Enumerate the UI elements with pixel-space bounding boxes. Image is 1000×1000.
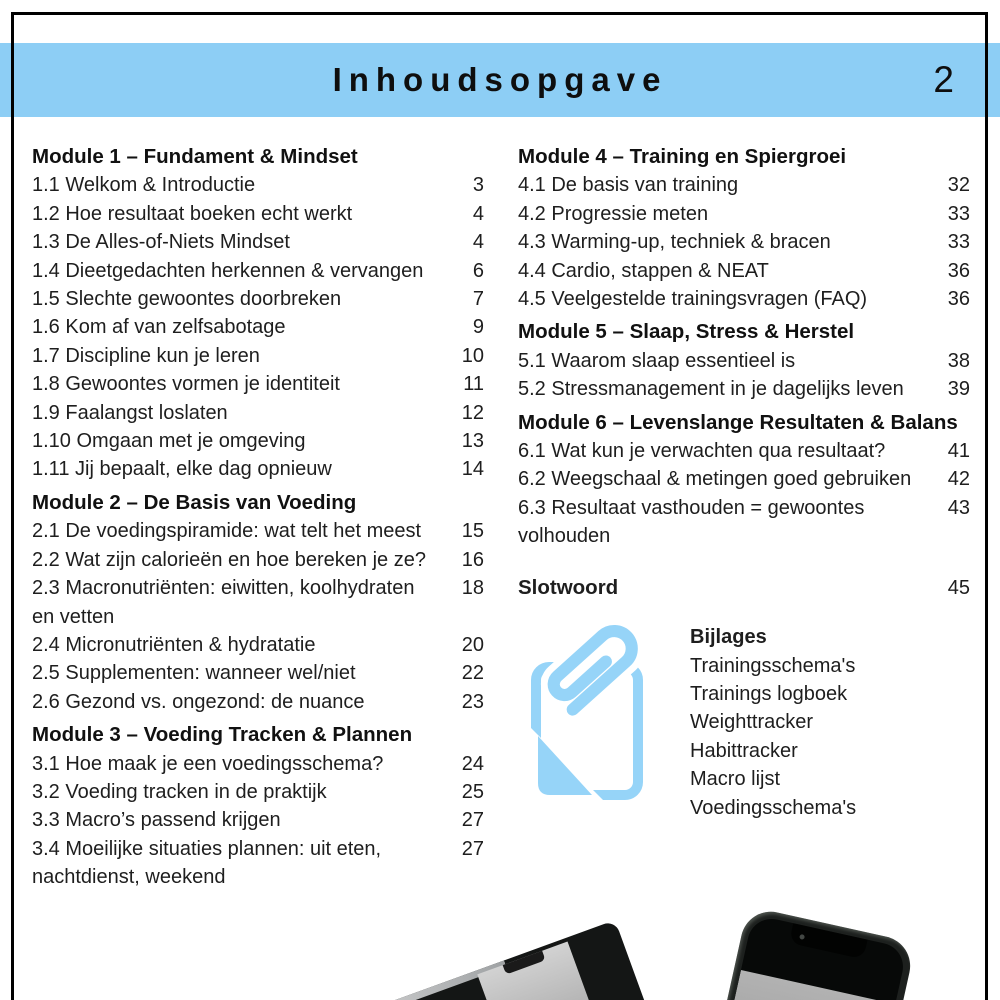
toc-row-page: 33 (947, 231, 970, 254)
toc-row-label: 5.2 Stressmanagement in je dagelijks leven (518, 378, 904, 401)
toc-section (32, 721, 484, 891)
toc-row (32, 574, 484, 631)
toc-row (518, 494, 970, 551)
toc-row-label: 1.6 Kom af van zelfsabotage (32, 316, 286, 339)
bijlages-item: Trainingsschema's (690, 654, 856, 677)
toc-row (518, 171, 970, 199)
toc-row-label: 4.2 Progressie meten (518, 202, 709, 225)
toc-row (518, 257, 970, 285)
toc-row (32, 455, 484, 483)
slotwoord-label: Slotwoord (518, 575, 619, 599)
toc-left-column (32, 143, 484, 892)
toc-left-sections (32, 143, 484, 892)
toc-row (32, 631, 484, 659)
toc-row-label-cont: nachtdienst, weekend (32, 866, 226, 889)
toc-row (518, 200, 970, 228)
toc-section-heading: Module 2 – De Basis van Voeding (32, 490, 357, 514)
page-title: Inhoudsopgave (332, 61, 668, 98)
toc-row (32, 806, 484, 834)
toc-right-column (518, 143, 970, 822)
toc-row-label: 2.3 Macronutriënten: eiwitten, koolhydraten (32, 577, 415, 600)
toc-row-page: 9 (472, 316, 484, 339)
toc-row-page: 38 (947, 349, 970, 372)
toc-row-label: 2.4 Micronutriënten & hydratatie (32, 633, 316, 656)
toc-row-page: 25 (461, 780, 484, 803)
toc-row-label: 2.5 Supplementen: wanneer wel/niet (32, 662, 356, 685)
toc-section-heading: Module 5 – Slaap, Stress & Herstel (518, 320, 855, 344)
toc-row-page: 42 (947, 468, 970, 491)
toc-row-label: 4.1 De basis van training (518, 174, 739, 197)
toc-row-label: 3.4 Moeilijke situaties plannen: uit eten, (32, 837, 382, 860)
toc-section-heading: Module 6 – Levenslange Resultaten & Balans (518, 410, 958, 434)
bijlages-item: Habittracker (690, 739, 798, 762)
toc-section (518, 409, 970, 551)
toc-row (32, 427, 484, 455)
toc-row-page: 7 (472, 288, 484, 311)
toc-row-label-cont: volhouden (518, 525, 611, 548)
toc-section (518, 318, 970, 403)
toc-section-heading: Module 3 – Voeding Tracken & Plannen (32, 723, 413, 747)
toc-row-label: 5.1 Waarom slaap essentieel is (518, 349, 796, 372)
phone-notch (789, 923, 868, 959)
toc-section (32, 143, 484, 484)
toc-row (32, 342, 484, 370)
bijlages-items (690, 652, 856, 822)
toc-row-label: 2.6 Gezond vs. ongezond: de nuance (32, 690, 365, 713)
header-band (0, 43, 1000, 117)
laptop-screen-photo (477, 942, 648, 1000)
toc-row-page: 22 (461, 662, 484, 685)
toc-row-label: 1.5 Slechte gewoontes doorbreken (32, 288, 342, 311)
toc-row (518, 285, 970, 313)
bijlages-item: Trainings logboek (690, 682, 848, 705)
toc-row-label: 2.1 De voedingspiramide: wat telt het meest (32, 520, 422, 543)
toc-row-label: 1.9 Faalangst loslaten (32, 401, 228, 424)
toc-row-page: 24 (461, 752, 484, 775)
paperclip-note-icon (526, 623, 664, 803)
toc-row (32, 546, 484, 574)
toc-row-label: 3.1 Hoe maak je een voedingsschema? (32, 752, 384, 775)
toc-row-label: 1.8 Gewoontes vormen je identiteit (32, 373, 340, 396)
toc-row-label: 3.2 Voeding tracken in de praktijk (32, 780, 327, 803)
toc-row-label: 1.3 De Alles-of-Niets Mindset (32, 231, 290, 254)
toc-row (518, 347, 970, 375)
bijlages-heading: Bijlages (690, 626, 767, 649)
toc-row (32, 370, 484, 398)
toc-row-page: 4 (472, 231, 484, 254)
toc-row-page: 18 (461, 577, 484, 600)
bijlages-text (690, 623, 856, 822)
toc-row-label: 1.10 Omgaan met je omgeving (32, 430, 306, 453)
toc-row-label: 1.7 Discipline kun je leren (32, 344, 260, 367)
toc-row-page: 10 (461, 344, 484, 367)
page-number: 2 (933, 59, 954, 100)
phone-screen (690, 914, 908, 1000)
toc-row-page: 32 (947, 174, 970, 197)
toc-row-label: 1.11 Jij bepaalt, elke dag opnieuw (32, 458, 332, 481)
toc-row-page: 33 (947, 202, 970, 225)
toc-section-heading: Module 1 – Fundament & Mindset (32, 145, 358, 168)
toc-right-sections (518, 143, 970, 551)
toc-row (32, 688, 484, 716)
toc-section (518, 143, 970, 313)
toc-row (32, 835, 484, 892)
toc-row-page: 41 (947, 440, 970, 463)
toc-row-page: 36 (947, 288, 970, 311)
toc-row-page: 11 (463, 373, 484, 396)
laptop-webcam-notch (503, 951, 546, 975)
toc-row-page: 36 (947, 259, 970, 282)
toc-row (32, 228, 484, 256)
laptop-mockup (322, 920, 697, 1000)
toc-row (518, 375, 970, 403)
toc-row-page: 14 (461, 458, 484, 481)
toc-row-page: 16 (461, 548, 484, 571)
slotwoord-row (518, 574, 970, 602)
toc-row-label: 2.2 Wat zijn calorieën en hoe bereken je ze? (32, 548, 426, 571)
toc-row-label: 3.3 Macro’s passend krijgen (32, 809, 281, 832)
toc-row-label: 4.4 Cardio, stappen & NEAT (518, 259, 769, 282)
toc-section-heading: Module 4 – Training en Spiergroei (518, 145, 847, 168)
phone-screen-photo (690, 970, 895, 1000)
toc-row-label-cont: en vetten (32, 605, 115, 628)
toc-row (32, 257, 484, 285)
toc-row (32, 659, 484, 687)
bijlages-item: Weighttracker (690, 711, 814, 734)
slotwoord-page: 45 (947, 576, 970, 599)
toc-row-label: 6.3 Resultaat vasthouden = gewoontes (518, 496, 865, 519)
toc-row-page: 13 (461, 430, 484, 453)
bijlages-block (518, 623, 970, 822)
toc-row-page: 3 (472, 174, 484, 197)
toc-row-label: 6.2 Weegschaal & metingen goed gebruiken (518, 468, 912, 491)
toc-row-label: 1.4 Dieetgedachten herkennen & vervangen (32, 259, 424, 282)
toc-row (32, 399, 484, 427)
toc-row-page: 15 (461, 520, 484, 543)
toc-row (32, 517, 484, 545)
toc-row-page: 20 (461, 633, 484, 656)
toc-row (518, 465, 970, 493)
toc-row-page: 43 (947, 496, 970, 519)
toc-row-label: 4.5 Veelgestelde trainingsvragen (FAQ) (518, 288, 868, 311)
toc-row-page: 4 (472, 202, 484, 225)
toc-row-page: 27 (461, 809, 484, 832)
toc-row (32, 171, 484, 199)
toc-row (32, 778, 484, 806)
bijlages-item: Macro lijst (690, 768, 781, 791)
toc-row-label: 1.1 Welkom & Introductie (32, 174, 256, 197)
toc-row-label: 6.1 Wat kun je verwachten qua resultaat? (518, 440, 886, 463)
bijlages-item: Voedingsschema's (690, 796, 857, 819)
toc-row (32, 750, 484, 778)
toc-row (518, 228, 970, 256)
toc-section (32, 489, 484, 716)
toc-row (32, 313, 484, 341)
toc-row-page: 27 (461, 837, 484, 860)
toc-row-page: 23 (461, 690, 484, 713)
toc-row-page: 6 (472, 259, 484, 282)
toc-row (32, 200, 484, 228)
toc-row-page: 39 (947, 378, 970, 401)
phone-mockup (683, 906, 916, 1000)
toc-row-label: 4.3 Warming-up, techniek & bracen (518, 231, 831, 254)
toc-row-label: 1.2 Hoe resultaat boeken echt werkt (32, 202, 353, 225)
toc-row (32, 285, 484, 313)
toc-row (518, 437, 970, 465)
toc-row-page: 12 (461, 401, 484, 424)
